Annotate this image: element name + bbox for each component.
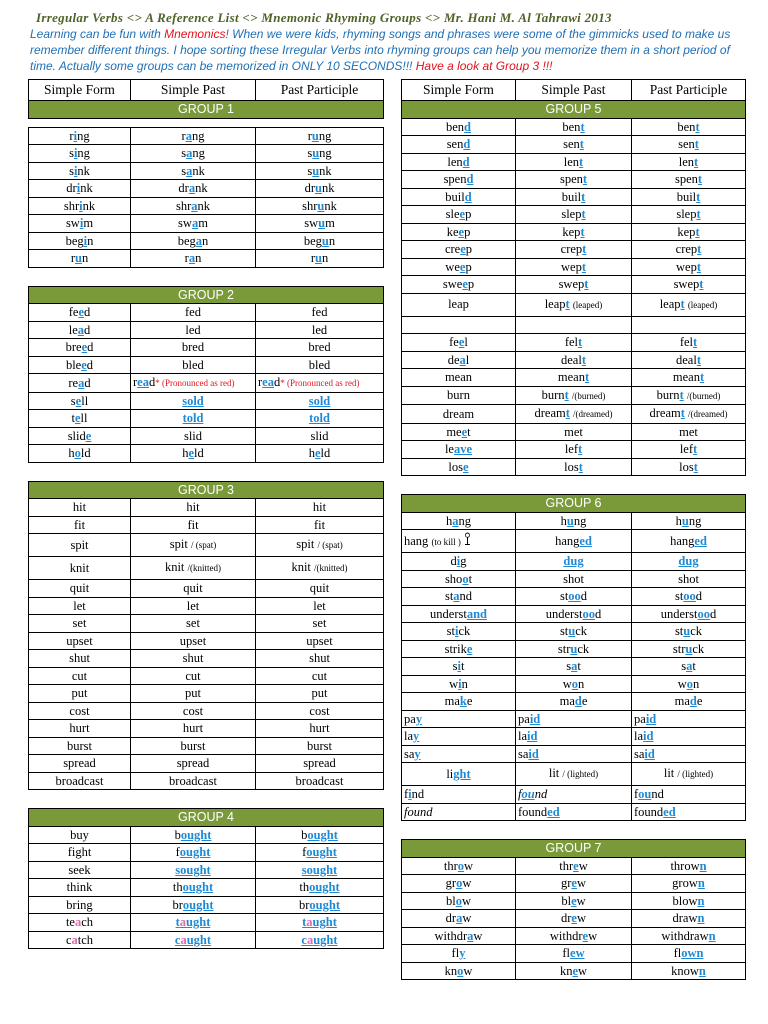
- table-row: draw drew drawn: [402, 910, 746, 928]
- intro-text: ! When we were kids, rhyming songs and phrases were some of the gimmicks used to make us remember different things. I hope sorting these Irregular Verbs into rhyming groups can help you memorize them in a short period of time. Actually some groups can be memorized in ONLY 10 SECONDS!!!: [30, 27, 731, 73]
- table-row: send sent sent: [402, 136, 746, 154]
- table-row: tell told told: [29, 410, 384, 428]
- table-row: fly flew flown: [402, 945, 746, 963]
- verb-table-right: [401, 79, 746, 980]
- table-row: dream dreamt /(dreamed) dreamt /(dreamed): [402, 405, 746, 424]
- table-row: found founded founded: [402, 803, 746, 821]
- table-row: pay paid paid: [402, 710, 746, 728]
- table-row: sleep slept slept: [402, 206, 746, 224]
- table-row: grow grew grown: [402, 875, 746, 893]
- table-row: ring rang rung: [29, 127, 384, 145]
- table-row: keep kept kept: [402, 223, 746, 241]
- table-row: lay laid laid: [402, 728, 746, 746]
- table-row: spit spit / (spat) spit / (spat): [29, 534, 384, 557]
- table-row: drink drank drunk: [29, 180, 384, 198]
- table-row: hit hit hit: [29, 499, 384, 517]
- table-row: catch caught caught: [29, 931, 384, 949]
- table-row: knit knit /(knitted) knit /(knitted): [29, 557, 384, 580]
- table-row: sink sank sunk: [29, 162, 384, 180]
- table-row: upset upset upset: [29, 632, 384, 650]
- table-row: buy bought bought: [29, 826, 384, 844]
- table-row: hurt hurt hurt: [29, 720, 384, 738]
- table-row: swim swam swum: [29, 215, 384, 233]
- table-row: light lit / (lighted) lit / (lighted): [402, 763, 746, 786]
- table-row: sell sold sold: [29, 392, 384, 410]
- table-row: lose lost lost: [402, 458, 746, 476]
- table-row: leave left left: [402, 441, 746, 459]
- table-row: deal dealt dealt: [402, 351, 746, 369]
- table-row: make made made: [402, 693, 746, 711]
- table-row: broadcast broadcast broadcast: [29, 772, 384, 790]
- table-row: slide slid slid: [29, 427, 384, 445]
- table-row: blow blew blown: [402, 892, 746, 910]
- table-row: find found found: [402, 786, 746, 804]
- table-row: strike struck struck: [402, 640, 746, 658]
- table-row: shrink shrank shrunk: [29, 197, 384, 215]
- table-row: mean meant meant: [402, 369, 746, 387]
- table-row: stand stood stood: [402, 588, 746, 606]
- group-2-header: GROUP 2: [29, 286, 384, 304]
- table-row: leap leapt (leaped) leapt (leaped): [402, 293, 746, 316]
- intro-have-a-look: Have a look at Group 3 !!!: [415, 59, 553, 73]
- table-row: shoot shot shot: [402, 570, 746, 588]
- table-row: sweep swept swept: [402, 276, 746, 294]
- table-row: shut shut shut: [29, 650, 384, 668]
- intro-paragraph: [30, 26, 748, 74]
- table-row: lead led led: [29, 321, 384, 339]
- table-row: weep wept wept: [402, 258, 746, 276]
- table-header-row: [402, 80, 746, 101]
- table-row: hang hung hung: [402, 512, 746, 530]
- header-simple-form: Simple Form: [29, 80, 131, 101]
- table-row: teach taught taught: [29, 914, 384, 932]
- page-title: Irregular Verbs <> A Reference List <> Mnemonic Rhyming Groups <> Mr. Hani M. Al Tahrawi 2013: [36, 10, 612, 25]
- table-row: quit quit quit: [29, 580, 384, 598]
- group-1-header: GROUP 1: [29, 101, 384, 119]
- table-row: bend bent bent: [402, 118, 746, 136]
- table-row: hang (to kill ) ⟟ hanged hanged: [402, 530, 746, 553]
- table-row: win won won: [402, 675, 746, 693]
- table-row: sit sat sat: [402, 658, 746, 676]
- group-4-header: GROUP 4: [29, 809, 384, 827]
- table-row: read read* (Pronounced as red) read* (Pronounced as red): [29, 374, 384, 393]
- table-row: stick stuck stuck: [402, 623, 746, 641]
- table-row: dig dug dug: [402, 553, 746, 571]
- table-row: understand understood understood: [402, 605, 746, 623]
- group-6-header: GROUP 6: [402, 495, 746, 513]
- intro-mnemonics: Mnemonics: [164, 27, 226, 41]
- table-row: sing sang sung: [29, 145, 384, 163]
- table-row: cut cut cut: [29, 667, 384, 685]
- table-row: feed fed fed: [29, 304, 384, 322]
- intro-text: Learning can be fun with: [30, 27, 165, 41]
- table-row: think thought thought: [29, 879, 384, 897]
- table-row: burn burnt /(burned) burnt /(burned): [402, 386, 746, 405]
- header-simple-form: Simple Form: [402, 80, 516, 101]
- table-row: hold held held: [29, 445, 384, 463]
- header-simple-past: Simple Past: [516, 80, 632, 101]
- table-row: feel felt felt: [402, 334, 746, 352]
- table-row: fight fought fought: [29, 844, 384, 862]
- table-row: seek sought sought: [29, 861, 384, 879]
- table-header-row: [29, 80, 384, 101]
- table-row: run ran run: [29, 250, 384, 268]
- table-row: put put put: [29, 685, 384, 703]
- table-row: lend lent lent: [402, 153, 746, 171]
- table-row: throw threw thrown: [402, 857, 746, 875]
- right-column: [401, 79, 746, 980]
- table-row: spend spent spent: [402, 171, 746, 189]
- table-row: meet met met: [402, 423, 746, 441]
- table-row: fit fit fit: [29, 516, 384, 534]
- table-row: burst burst burst: [29, 737, 384, 755]
- left-column: [28, 79, 384, 949]
- header-past-participle: Past Participle: [256, 80, 384, 101]
- header-past-participle: Past Participle: [632, 80, 746, 101]
- table-row: withdraw withdrew withdrawn: [402, 927, 746, 945]
- table-row: bring brought brought: [29, 896, 384, 914]
- table-row: bleed bled bled: [29, 356, 384, 374]
- verb-table-left: [28, 79, 384, 949]
- table-row: begin began begun: [29, 232, 384, 250]
- group-5-header: GROUP 5: [402, 101, 746, 119]
- table-row: let let let: [29, 597, 384, 615]
- table-row: set set set: [29, 615, 384, 633]
- table-row: know knew known: [402, 962, 746, 980]
- table-row: spread spread spread: [29, 755, 384, 773]
- header-simple-past: Simple Past: [131, 80, 256, 101]
- table-row: [402, 316, 746, 334]
- table-row: say said said: [402, 745, 746, 763]
- table-row: creep crept crept: [402, 241, 746, 259]
- group-7-header: GROUP 7: [402, 840, 746, 858]
- group-3-header: GROUP 3: [29, 481, 384, 499]
- table-row: cost cost cost: [29, 702, 384, 720]
- table-row: build built built: [402, 188, 746, 206]
- table-row: breed bred bred: [29, 339, 384, 357]
